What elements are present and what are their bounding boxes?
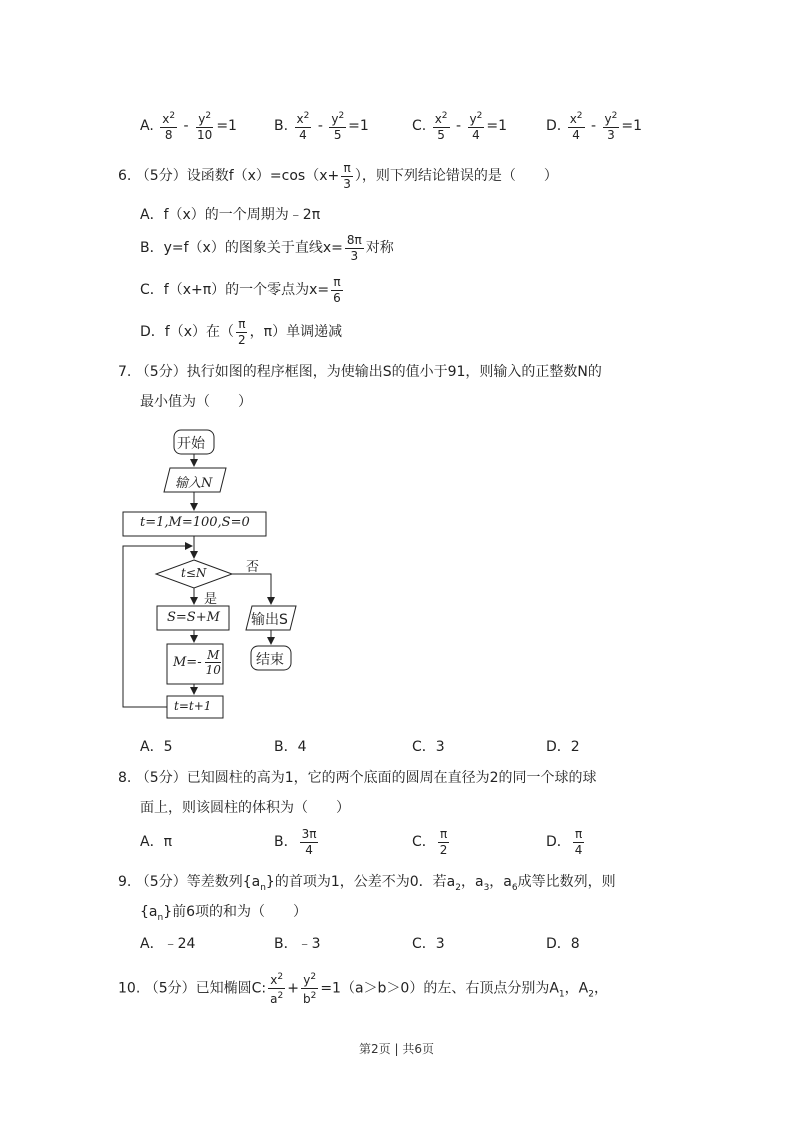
fraction xyxy=(301,970,318,1007)
fraction xyxy=(341,161,353,192)
fraction xyxy=(295,109,312,143)
fraction xyxy=(329,109,346,143)
option-label: C. xyxy=(412,118,427,134)
numerator: π xyxy=(439,826,448,841)
denominator: 4 xyxy=(472,128,480,142)
exponent: 2 xyxy=(441,111,448,121)
q7-stem-line1: 7. （5分）执行如图的程序框图，为使输出S的值小于91，则输入的正整数N的 xyxy=(118,364,602,380)
q9-text: ，a xyxy=(489,874,512,890)
fraction xyxy=(438,827,450,858)
equals-one: =1 xyxy=(621,118,642,134)
option-label: B. xyxy=(274,118,289,134)
denominator: a xyxy=(270,992,278,1006)
option-text: D．f（x）在（ xyxy=(140,324,234,340)
equals-one: =1 xyxy=(486,118,507,134)
q8-option-b xyxy=(274,824,320,860)
q9-text: }前6项的和为（ ） xyxy=(163,904,308,920)
numerator: 8π xyxy=(346,232,362,247)
numerator: π xyxy=(238,316,246,331)
option-label: D. xyxy=(546,118,562,134)
fraction xyxy=(236,317,248,348)
q7-option-d: D．2 xyxy=(546,739,580,755)
q6-stem-text-end: ），则下列结论错误的是（ ） xyxy=(354,168,558,184)
q9-text: }的首项为1，公差不为0．若a xyxy=(265,874,456,890)
exponent: 2 xyxy=(310,972,317,982)
q5-option-b xyxy=(274,108,369,144)
fraction xyxy=(573,827,585,858)
q9-option-d: D．8 xyxy=(546,936,580,952)
denominator: 8 xyxy=(164,128,173,142)
q7-option-c: C．3 xyxy=(412,739,445,755)
exponent: 2 xyxy=(576,111,583,121)
q7-option-b: B．4 xyxy=(274,739,307,755)
q7-option-a: A．5 xyxy=(140,739,173,755)
subscript: 1 xyxy=(558,989,565,1000)
denominator: 10 xyxy=(197,128,213,142)
exponent: 2 xyxy=(205,111,212,121)
q5-option-c xyxy=(412,108,507,144)
subscript: 2 xyxy=(588,989,594,1000)
fraction xyxy=(300,827,319,858)
subscript: 6 xyxy=(511,882,518,893)
flow-input-label: 输入N xyxy=(175,476,213,491)
denominator: 2 xyxy=(238,332,246,347)
q7-stem-line2: 最小值为（ ） xyxy=(140,394,252,410)
numerator: x xyxy=(270,973,278,987)
fraction xyxy=(568,109,585,143)
q9-text: 9. （5分）等差数列{a xyxy=(118,874,261,890)
q9-stem-line1 xyxy=(118,872,616,898)
denominator: 10 xyxy=(205,663,221,677)
fraction xyxy=(433,109,450,143)
denominator: 5 xyxy=(333,128,342,142)
q10-stem xyxy=(118,970,608,1012)
numerator: x xyxy=(296,112,304,126)
denominator: 4 xyxy=(305,842,313,857)
minus-sign: - xyxy=(183,118,189,134)
exponent: 2 xyxy=(169,111,176,121)
option-label: A. xyxy=(140,118,154,134)
q9-stem-line2 xyxy=(140,902,307,928)
exponent: 2 xyxy=(310,991,317,1001)
flow-no-label: 否 xyxy=(246,560,260,575)
subscript: 2 xyxy=(455,882,461,893)
numerator: x xyxy=(162,112,170,126)
fraction xyxy=(345,233,364,264)
exponent: 2 xyxy=(303,111,310,121)
minus-sign: - xyxy=(317,118,323,134)
denominator: 4 xyxy=(572,128,580,142)
flow-step1-label: S=S+M xyxy=(167,610,220,625)
q10-text: ，A xyxy=(564,980,589,997)
flow-step2-label xyxy=(173,648,225,677)
minus-sign: - xyxy=(455,118,462,134)
denominator: 4 xyxy=(299,128,307,142)
fraction xyxy=(195,109,214,143)
option-label: B． xyxy=(274,834,298,850)
denominator: 3 xyxy=(607,128,615,142)
subscript: n xyxy=(157,912,164,923)
q6-stem-text: 6. （5分）设函数f（x）=cos（x+ xyxy=(118,168,340,184)
step2-prefix: M=- xyxy=(173,655,202,670)
numerator: y xyxy=(331,112,339,126)
q9-text: 成等比数列，则 xyxy=(517,874,616,890)
denominator: 3 xyxy=(343,176,351,191)
flow-init-label: t=1,M=100,S=0 xyxy=(140,515,250,530)
fraction xyxy=(331,275,343,306)
exponent: 2 xyxy=(611,111,618,121)
fraction xyxy=(268,970,285,1007)
exponent: 2 xyxy=(277,991,284,1001)
numerator: x xyxy=(569,112,577,126)
exponent: 2 xyxy=(277,972,284,982)
exponent: 2 xyxy=(476,111,483,121)
fraction xyxy=(204,648,223,677)
flow-step3-label: t=t+1 xyxy=(174,699,212,713)
flow-output-label: 输出S xyxy=(251,612,288,628)
fraction xyxy=(468,109,485,143)
q6-stem xyxy=(118,158,558,194)
denominator: 3 xyxy=(350,248,359,263)
q9-text: ，a xyxy=(460,874,484,890)
page-footer: 第2页 | 共6页 xyxy=(359,1042,434,1056)
denominator: 5 xyxy=(437,128,445,142)
numerator: y xyxy=(198,112,206,126)
numerator: π xyxy=(343,160,351,175)
minus-sign: - xyxy=(590,118,597,134)
option-text: B．y=f（x）的图象关于直线x= xyxy=(140,240,343,256)
numerator: π xyxy=(574,826,583,841)
q6-option-a: A．f（x）的一个周期为﹣2π xyxy=(140,207,321,223)
denominator: b xyxy=(302,992,311,1006)
q6-option-b xyxy=(140,230,394,266)
flow-start-label: 开始 xyxy=(177,436,205,452)
denominator: 4 xyxy=(574,842,583,857)
q5-option-a xyxy=(140,108,237,144)
q8-option-c xyxy=(412,824,451,860)
flow-end-label: 结束 xyxy=(256,652,284,668)
q9-option-c: C．3 xyxy=(412,936,445,952)
option-text-end: ，π）单调递减 xyxy=(249,324,343,340)
fraction xyxy=(160,109,177,143)
numerator: M xyxy=(207,648,220,662)
denominator: 2 xyxy=(439,842,448,857)
q10-text: =1（a＞b＞0）的左、右顶点分别为A xyxy=(320,980,559,997)
option-text-end: 对称 xyxy=(365,240,394,256)
q10-text: 10. （5分）已知椭圆C: xyxy=(118,980,267,997)
subscript: 3 xyxy=(483,882,490,893)
q9-option-a: A．﹣24 xyxy=(140,936,196,952)
numerator: y xyxy=(604,112,612,126)
numerator: y xyxy=(469,112,477,126)
plus-sign: + xyxy=(287,980,299,997)
q8-option-a: A．π xyxy=(140,834,173,850)
exponent: 2 xyxy=(338,111,345,121)
q8-stem-line2: 面上，则该圆柱的体积为（ ） xyxy=(140,800,350,816)
q8-option-d xyxy=(546,824,586,860)
flow-yes-label: 是 xyxy=(204,592,218,607)
subscript: n xyxy=(260,882,266,893)
numerator: π xyxy=(333,274,341,289)
q9-text: {a xyxy=(140,904,158,920)
option-text: C．f（x+π）的一个零点为x= xyxy=(140,282,330,298)
q5-option-d xyxy=(546,108,642,144)
q9-option-b: B．﹣3 xyxy=(274,936,321,952)
equals-one: =1 xyxy=(348,118,369,134)
q8-stem-line1: 8. （5分）已知圆柱的高为1，它的两个底面的圆周在直径为2的同一个球的球 xyxy=(118,770,597,786)
option-label: D． xyxy=(546,834,571,850)
denominator: 6 xyxy=(333,290,341,305)
option-label: C． xyxy=(412,834,436,850)
equals-one: =1 xyxy=(216,118,237,134)
flow-no-branch xyxy=(232,574,271,604)
numerator: x xyxy=(434,112,442,126)
q6-option-d xyxy=(140,314,342,350)
flow-condition-label: t≤N xyxy=(181,566,207,580)
q10-text: ， xyxy=(593,980,608,997)
numerator: y xyxy=(303,973,311,987)
numerator: 3π xyxy=(301,826,317,841)
fraction xyxy=(603,109,620,143)
q6-option-c xyxy=(140,272,345,308)
